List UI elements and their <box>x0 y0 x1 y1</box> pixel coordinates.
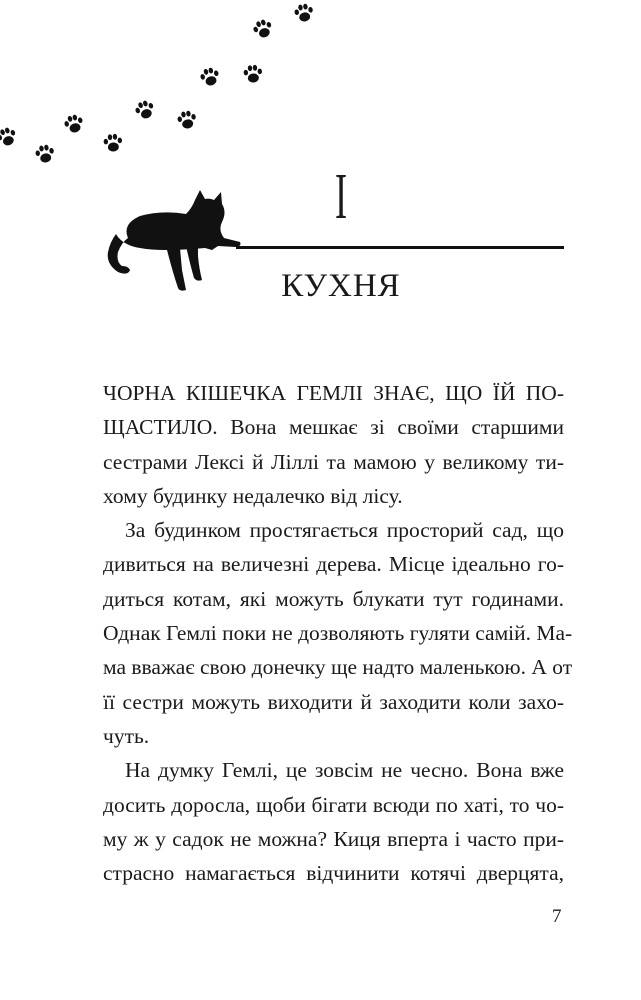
lying-cat-icon <box>100 190 242 292</box>
paw-print-icon <box>61 111 88 138</box>
paw-print-icon <box>131 96 159 124</box>
text-line: ЩАСТИЛО. Вона мешкає зі своїми старшими <box>103 415 564 440</box>
text-line: На думку Гемлі, це зовсім не чесно. Вона вже <box>125 758 564 783</box>
paw-print-icon <box>174 107 199 132</box>
body-text <box>103 376 573 890</box>
paw-print-icon <box>32 141 57 166</box>
text-line: Однак Гемлі поки не дозволяють гуляти самій. Ма- <box>103 621 573 646</box>
text-line: диться котам, які можуть блукати тут годинами. <box>103 586 564 611</box>
paw-print-icon <box>291 0 316 25</box>
text-line: хому будинку недалечко від лісу. <box>103 483 403 508</box>
text-line: ма вважає свою донечку ще надто маленькою. А от <box>103 655 573 680</box>
paw-print-icon <box>241 62 265 86</box>
text-line: дивиться на величезні дерева. Місце ідеально го- <box>103 552 564 577</box>
text-line: чуть. <box>103 723 150 748</box>
paw-print-icon <box>249 15 277 43</box>
chapter-title: КУХНЯ <box>281 268 401 304</box>
text-line: му ж у садок не можна? Киця вперта і часто при- <box>103 826 564 851</box>
paw-print-icon <box>101 131 125 155</box>
text-line: досить доросла, щоби бігати всюди по хаті, то чо- <box>103 792 564 817</box>
text-line: сестрами Лексі й Ліллі та мамою у великому ти- <box>103 449 564 474</box>
text-line: страсно намагається відчинити котячі дверцята, <box>103 861 564 886</box>
text-line: її сестри можуть виходити й заходити коли захо- <box>103 689 564 714</box>
text-line: ЧОРНА КІШЕЧКА ГЕМЛІ ЗНАЄ, ЩО ЇЙ ПО- <box>103 381 564 405</box>
chapter-divider <box>236 246 564 249</box>
paw-print-icon <box>197 64 224 91</box>
paw-print-icon <box>0 123 21 151</box>
page-number: 7 <box>552 906 562 927</box>
chapter-number: I <box>334 160 348 233</box>
text-line: За будинком простягається просторий сад, що <box>125 518 564 543</box>
